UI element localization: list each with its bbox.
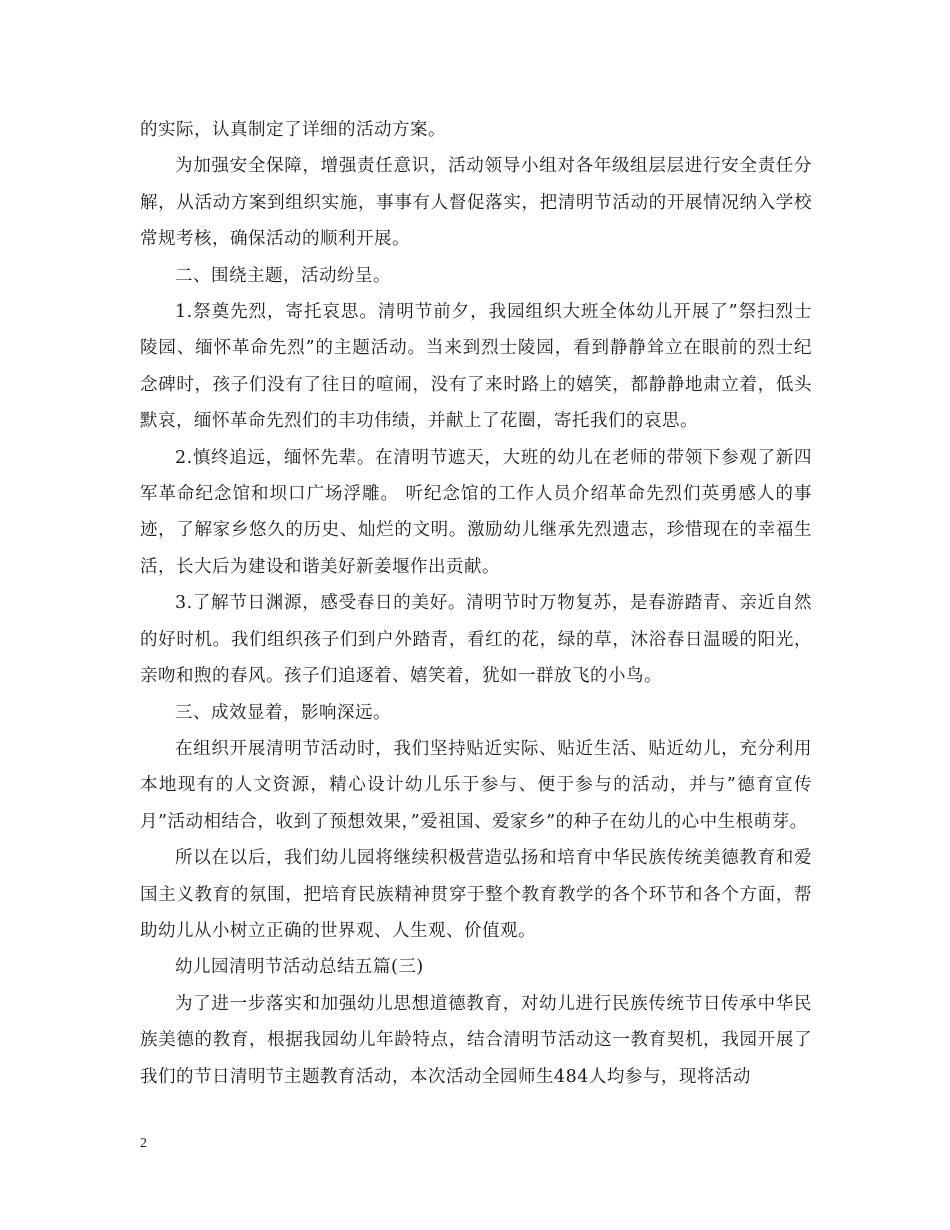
- page-number: 2: [140, 1136, 147, 1151]
- paragraph: 2.慎终追远，缅怀先辈。在清明节遮天，大班的幼儿在老师的带领下参观了新四军革命纪念馆和坝口广场浮雕。 听纪念馆的工作人员介绍革命先烈们英勇感人的事迹，了解家乡悠久的历史、灿烂的文明。激励幼儿继承先烈遗志，珍惜现在的幸福生活，长大后为建设和谐美好新姜堰作出贡献。: [140, 447, 812, 577]
- paragraph: 为加强安全保障，增强责任意识，活动领导小组对各年级组层层进行安全责任分解，从活动方案到组织实施，事事有人督促落实，把清明节活动的开展情况纳入学校常规考核，确保活动的顺利开展。: [140, 156, 812, 250]
- article-title: 幼儿园清明节活动总结五篇(三): [175, 957, 424, 978]
- section-heading: 二、围绕主题，活动纷呈。: [175, 265, 391, 286]
- paragraph: 1.祭奠先烈，寄托哀思。清明节前夕，我园组织大班全体幼儿开展了”祭扫烈士陵园、缅怀革命先烈”的主题活动。当来到烈士陵园，看到静静耸立在眼前的烈士纪念碑时，孩子们没有了往日的喧闹，没有了来时路上的嬉笑，都静静地肃立着，低头默哀，缅怀革命先烈们的丰功伟绩，并献上了花圈，寄托我们的哀思。: [140, 302, 812, 432]
- paragraph: 在组织开展清明节活动时，我们坚持贴近实际、贴近生活、贴近幼儿，充分利用本地现有的人文资源，精心设计幼儿乐于参与、便于参与的活动，并与”德育宣传月”活动相结合，收到了预想效果，”爱祖国、爱家乡”的种子在幼儿的心中生根萌芽。: [140, 738, 812, 832]
- section-heading: 三、成效显着，影响深远。: [175, 702, 391, 723]
- paragraph: 所以在以后，我们幼儿园将继续积极营造弘扬和培育中华民族传统美德教育和爱国主义教育的氛围，把培育民族精神贯穿于整个教育教学的各个环节和各个方面，帮助幼儿从小树立正确的世界观、人生观、价值观。: [140, 848, 812, 941]
- paragraph: 3.了解节日渊源，感受春日的美好。清明节时万物复苏，是春游踏青、亲近自然的好时机。我们组织孩子们到户外踏青，看红的花，绿的草，沐浴春日温暖的阳光，亲吻和煦的春风。孩子们追逐着、嬉笑着，犹如一群放飞的小鸟。: [140, 593, 812, 687]
- paragraph: 为了进一步落实和加强幼儿思想道德教育，对幼儿进行民族传统节日传承中华民族美德的教育，根据我园幼儿年龄特点，结合清明节活动这一教育契机，我园开展了我们的节日清明节主题教育活动，本次活动全园师生484人均参与，现将活动: [140, 993, 812, 1087]
- paragraph: 的实际，认真制定了详细的活动方案。: [140, 120, 446, 140]
- document-body: [140, 112, 812, 1095]
